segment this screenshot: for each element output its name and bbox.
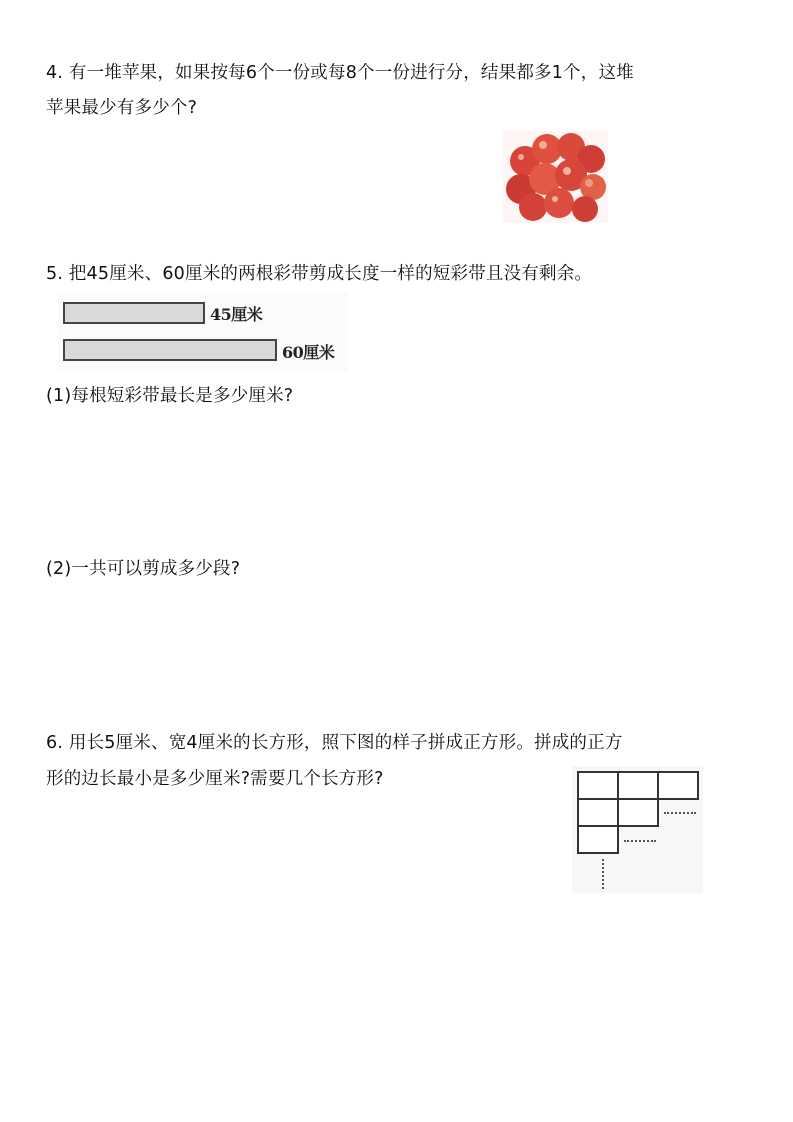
ribbon-figure <box>58 292 348 372</box>
tile <box>577 798 619 827</box>
ribbon-60-label: 60厘米 <box>282 343 335 362</box>
q5-sub-question-2: (2)一共可以剪成多少段? <box>46 559 241 579</box>
continuation-dots-row2 <box>664 812 696 814</box>
q4-text-line2: 苹果最少有多少个? <box>46 98 198 118</box>
continuation-dots-column <box>602 859 604 889</box>
q5-sub-question-1: (1)每根短彩带最长是多少厘米? <box>46 386 294 406</box>
tile <box>577 825 619 854</box>
rectangle-tiling-figure <box>572 766 703 893</box>
continuation-dots-row3 <box>624 840 656 842</box>
q6-text-line2: 形的边长最小是多少厘米?需要几个长方形? <box>46 769 384 789</box>
q6-text-line1: 6. 用长5厘米、宽4厘米的长方形，照下图的样子拼成正方形。拼成的正方 <box>46 733 623 753</box>
tile <box>617 798 659 827</box>
apple-pile-image <box>503 131 608 223</box>
q4-text-line1: 4. 有一堆苹果，如果按每6个一份或每8个一份进行分，结果都多1个，这堆 <box>46 63 634 83</box>
ribbon-60 <box>63 339 277 361</box>
ribbon-45 <box>63 302 205 324</box>
tile <box>577 771 619 800</box>
tile <box>617 771 659 800</box>
q5-stem: 5. 把45厘米、60厘米的两根彩带剪成长度一样的短彩带且没有剩余。 <box>46 264 593 284</box>
ribbon-45-label: 45厘米 <box>210 305 263 324</box>
tile <box>657 771 699 800</box>
